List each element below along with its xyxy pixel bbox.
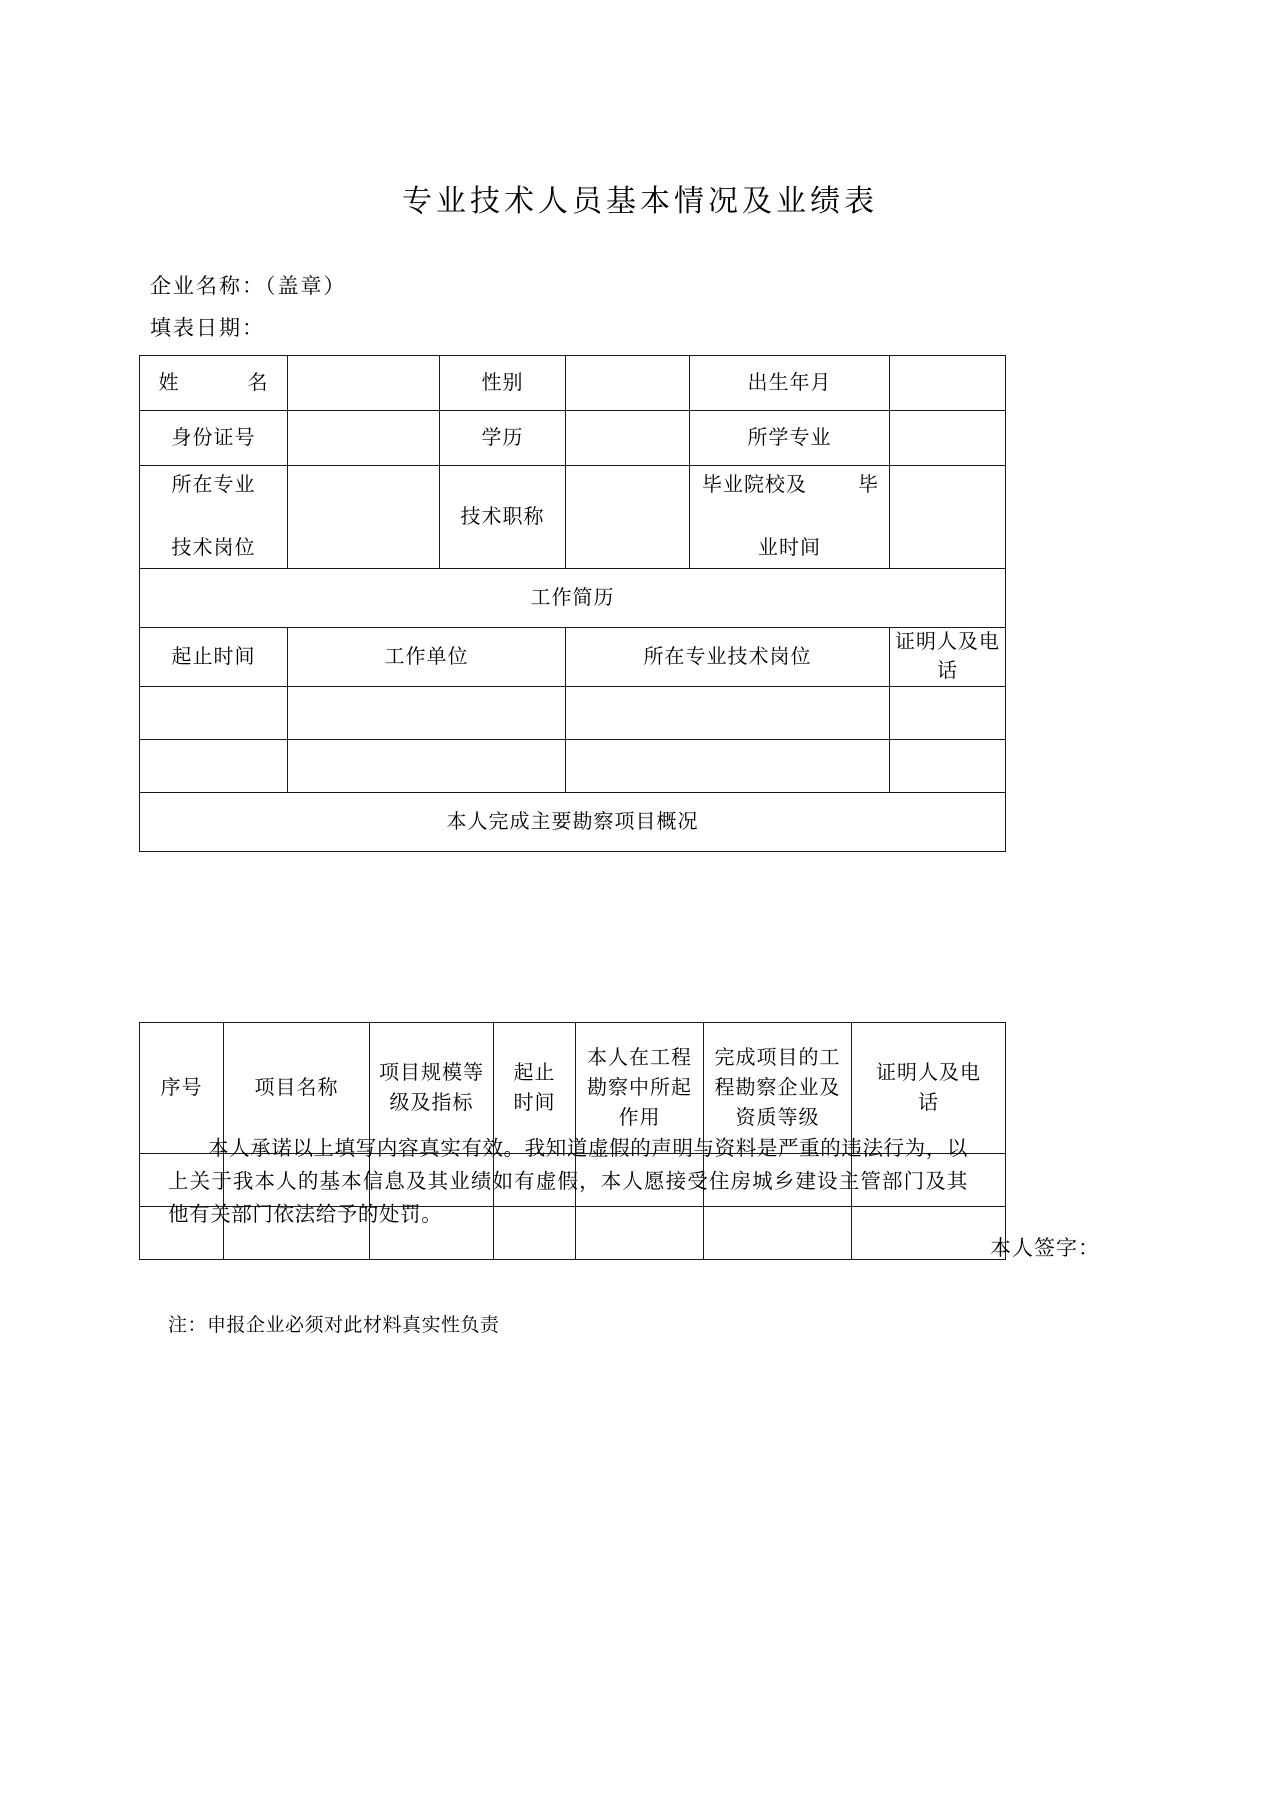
work-history-section-row	[140, 569, 1006, 628]
signature-label: 本人签字：	[990, 1236, 1100, 1260]
proj-col-period-line1: 起止	[513, 1062, 556, 1084]
proj-col-role-line3: 作用	[618, 1107, 661, 1129]
proj-col-name: 项目名称	[224, 1023, 370, 1154]
projects-section-row	[140, 793, 1006, 852]
work-history-row	[140, 740, 1006, 793]
label-graduation-line2: 业时间	[758, 537, 821, 559]
table-row-id	[140, 411, 1006, 466]
proj-col-referee-line2: 话	[918, 1092, 939, 1114]
label-name-text: 姓 名	[158, 371, 269, 394]
work-history-section-title: 工作简历	[140, 569, 1006, 628]
proj-col-company-line1: 完成项目的工	[714, 1047, 841, 1069]
proj-col-role-line1: 本人在工程	[587, 1047, 692, 1069]
company-name-label: 企业名称：（盖章）	[150, 274, 347, 298]
value-graduation[interactable]	[890, 466, 1006, 569]
proj-col-referee-line1: 证明人及电	[876, 1062, 981, 1084]
personnel-form-table	[139, 355, 1006, 852]
label-graduation	[690, 466, 890, 569]
label-name	[140, 356, 288, 411]
work-col-period: 起止时间	[140, 628, 288, 687]
projects-section-title: 本人完成主要勘察项目概况	[140, 793, 1006, 852]
value-birth-date[interactable]	[890, 356, 1006, 411]
table-row-name	[140, 356, 1006, 411]
proj-col-period-line2: 时间	[513, 1092, 556, 1114]
label-graduation-line1: 毕业院校及	[702, 474, 807, 496]
work-col-employer: 工作单位	[288, 628, 566, 687]
label-graduation-line1-wrap	[690, 471, 889, 500]
proj-col-scale-line1: 项目规模等	[379, 1062, 484, 1084]
value-technical-title[interactable]	[566, 466, 690, 569]
label-technical-title: 技术职称	[440, 466, 566, 569]
label-education: 学历	[440, 411, 566, 466]
work-cell-post[interactable]	[566, 740, 890, 793]
proj-col-company-line2: 程勘察企业及	[714, 1077, 841, 1099]
fill-date-label: 填表日期：	[150, 316, 265, 340]
value-id-number[interactable]	[288, 411, 440, 466]
work-cell-referee[interactable]	[890, 687, 1006, 740]
label-gender: 性别	[440, 356, 566, 411]
work-cell-period[interactable]	[140, 687, 288, 740]
declaration-text: 本人承诺以上填写内容真实有效。我知道虚假的声明与资料是严重的违法行为，以上关于我本人的基本信息及其业绩如有虚假，本人愿接受住房城乡建设主管部门及其他有关部门依法给予的处罚。	[168, 1138, 968, 1227]
work-cell-referee[interactable]	[890, 740, 1006, 793]
label-technical-post	[140, 466, 288, 569]
label-technical-post-line2: 技术岗位	[171, 537, 256, 559]
value-education[interactable]	[566, 411, 690, 466]
work-cell-employer[interactable]	[288, 740, 566, 793]
label-graduation-line1-tail: 毕	[858, 474, 879, 496]
proj-col-scale-line2: 级及指标	[389, 1092, 474, 1114]
label-technical-post-line1: 所在专业	[171, 474, 256, 496]
bottom-note: 注：申报企业必须对此材料真实性负责	[168, 1315, 500, 1336]
work-cell-post[interactable]	[566, 687, 890, 740]
value-major[interactable]	[890, 411, 1006, 466]
page-title: 专业技术人员基本情况及业绩表	[402, 185, 878, 218]
value-name[interactable]	[288, 356, 440, 411]
work-history-header-row	[140, 628, 1006, 687]
value-technical-post[interactable]	[288, 466, 440, 569]
work-cell-period[interactable]	[140, 740, 288, 793]
label-birth-date: 出生年月	[690, 356, 890, 411]
proj-col-index: 序号	[140, 1023, 224, 1154]
proj-col-role-line2: 勘察中所起	[587, 1077, 692, 1099]
work-cell-employer[interactable]	[288, 687, 566, 740]
value-gender[interactable]	[566, 356, 690, 411]
work-history-row	[140, 687, 1006, 740]
table-row-position	[140, 466, 1006, 569]
proj-col-company-line3: 资质等级	[735, 1107, 820, 1129]
work-col-post: 所在专业技术岗位	[566, 628, 890, 687]
label-id-number: 身份证号	[140, 411, 288, 466]
work-col-referee: 证明人及电话	[890, 628, 1006, 687]
label-major: 所学专业	[690, 411, 890, 466]
